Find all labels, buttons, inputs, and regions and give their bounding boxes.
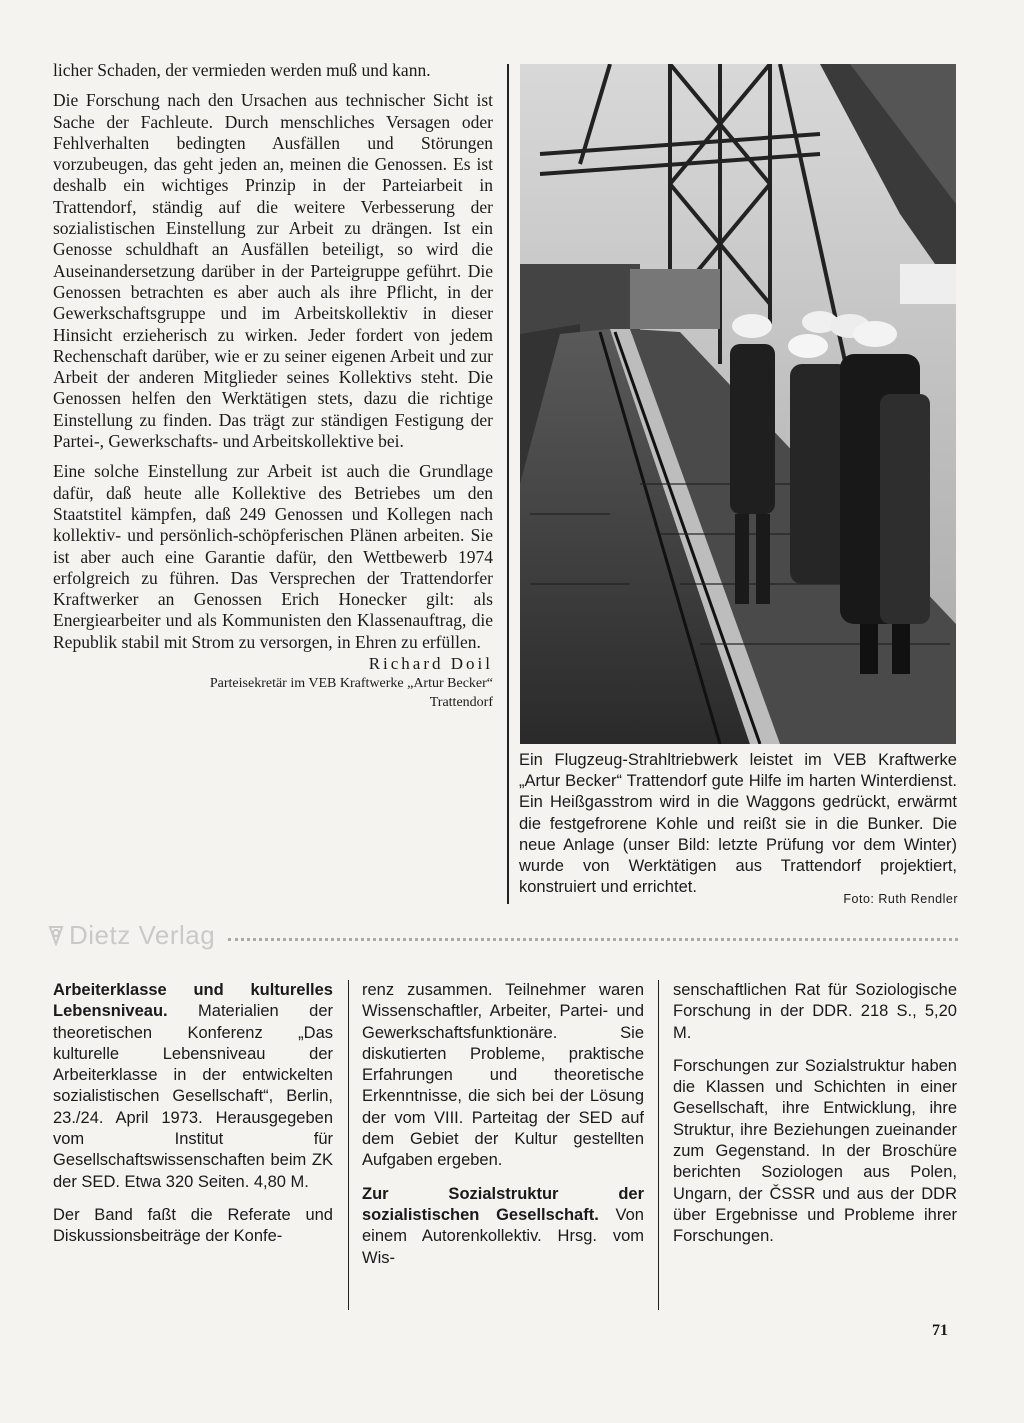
author-location: Trattendorf xyxy=(429,695,493,711)
column-divider xyxy=(348,980,349,1310)
author-role: Parteisekretär im VEB Kraftwerke „Artur Becker“ xyxy=(209,676,493,692)
book-entry xyxy=(53,980,333,1193)
article-paragraph: licher Schaden, der vermieden werden muß und kann. xyxy=(53,60,431,80)
book-meta: Materialien der theoretischen Konferenz „Das kulturelle Lebensniveau der Arbeiterklasse in der entwickelten sozialistischen Gesellschaft“, Berlin, 23./24. April 1973. Herausgegeben vom Institut für Gesellschaftswissenschaften beim ZK der SED. Etwa 320 Seiten. 4,80 M. xyxy=(53,1002,333,1191)
book-column-1 xyxy=(53,980,333,1248)
book-title: Arbeiterklasse und kulturelles Lebensniveau. xyxy=(53,981,333,1021)
book-description: Forschungen zur Sozialstruktur haben die Klassen und Schichten in einer Gesellschaft, ihre Entwicklung, ihre Struktur, ihre Beziehungen zueinander zum Gegenstand. In der Broschüre berichten Soziologen aus Polen, Ungarn, der ČSSR und aus der DDR über Ergebnisse und Probleme ihrer Forschungen. xyxy=(673,1056,957,1246)
column-divider xyxy=(658,980,659,1310)
article-paragraph: Eine solche Einstellung zur Arbeit ist auch die Grundlage dafür, daß heute alle Kollektive des Betriebes um den Staatstitel kämpfen, daß 249 Genossen und Kollegen nach kollektiv- und persönlich-schöpferischen Plänen arbeiten. Sie ist aber auch eine Garantie dafür, den Wettbewerb 1974 erfolgreich zu führen. Das Versprechen der Trattendorfer Kraftwerker an Genossen Erich Honecker gilt: als Energiearbeiter und als Kommunisten den Klassenauftrag, die Republik stabil mit Strom zu versorgen, in Ehren zu erfüllen. xyxy=(53,461,493,652)
book-column-3 xyxy=(673,980,957,1248)
author-name: Richard Doil xyxy=(368,654,493,674)
column-divider xyxy=(507,64,509,904)
book-meta: Von einem Autorenkollektiv. Hrsg. vom Wis- xyxy=(362,1205,644,1267)
photo-caption: Ein Flugzeug-Strahltriebwerk leistet im VEB Kraftwerke „Artur Becker“ Trattendorf gute Hilfe im harten Winterdienst. Ein Heißgasstrom wird in die Waggons gedrückt, erwärmt die festgefrorene Kohle und reißt sie in die Bunker. Die neue Anlage (unser Bild: letzte Prüfung vor dem Winter) wurde von Werktätigen aus Trattendorf projektiert, konstruiert und errichtet. xyxy=(519,751,957,897)
article-paragraph: Die Forschung nach den Ursachen aus technischer Sicht ist Sache der Fachleute. Durch menschliches Versagen oder Fehlverhalten bedingten Ausfällen und Störungen vorzubeugen, das geht jeden an, meinen die Genossen. Es ist deshalb ein wichtiges Prinzip in der Parteiarbeit in Trattendorf, ständig auf die weitere Verbesserung der sozialistischen Einstellung zur Arbeit zu drängen. Ist ein Genosse schuldhaft an Ausfällen beteiligt, so wird die Auseinandersetzung darüber in der Parteigruppe geführt. Die Genossen betrachten es aber auch als ihre Pflicht, in der Gewerkschaftsgruppe und im Arbeitskollektiv in dieser Hinsicht erzieherisch zu wirken. Jeder fordert von jedem Rechenschaft darüber, wie er zu seiner eigenen Arbeit und zur Arbeit der anderen Mitglieder seines Kollektivs steht. Die Genossen helfen den Werktätigen stets, dazu die richtige Einstellung zu finden. Das trägt zur ständigen Festigung der Partei-, Gewerkschafts- und Arbeitskollektive bei. xyxy=(53,90,493,452)
page-number: 71 xyxy=(932,1322,948,1339)
photo-power-plant xyxy=(520,64,956,744)
book-description: renz zusammen. Teilnehmer waren Wissenschaftler, Arbeiter, Partei- und Gewerkschaftsfunktionäre. Sie diskutierten Probleme, praktische Erfahrungen und theoretische Erkenntnisse, die sich bei der Lösung der vom VIII. Parteitag der SED auf dem Gebiet der Kultur gestellten Aufgaben ergeben. xyxy=(362,981,644,1170)
book-entry xyxy=(362,1184,644,1269)
book-column-2 xyxy=(362,980,644,1269)
article-column xyxy=(53,60,493,712)
photo-credit: Foto: Ruth Rendler xyxy=(843,892,958,906)
publisher-logo xyxy=(47,920,215,951)
section-divider xyxy=(228,938,958,941)
dietz-logo-icon xyxy=(47,922,65,944)
book-description: Der Band faßt die Referate und Diskussionsbeiträge der Konfe- xyxy=(53,1205,333,1246)
photo-illustration xyxy=(520,64,956,744)
book-title: Zur Sozialstruktur der sozialistischen Gesellschaft. xyxy=(362,1184,644,1224)
publisher-logo-text: Dietz Verlag xyxy=(69,920,216,950)
book-meta: senschaftlichen Rat für Soziologische Forschung in der DDR. 218 S., 5,20 M. xyxy=(673,981,957,1042)
